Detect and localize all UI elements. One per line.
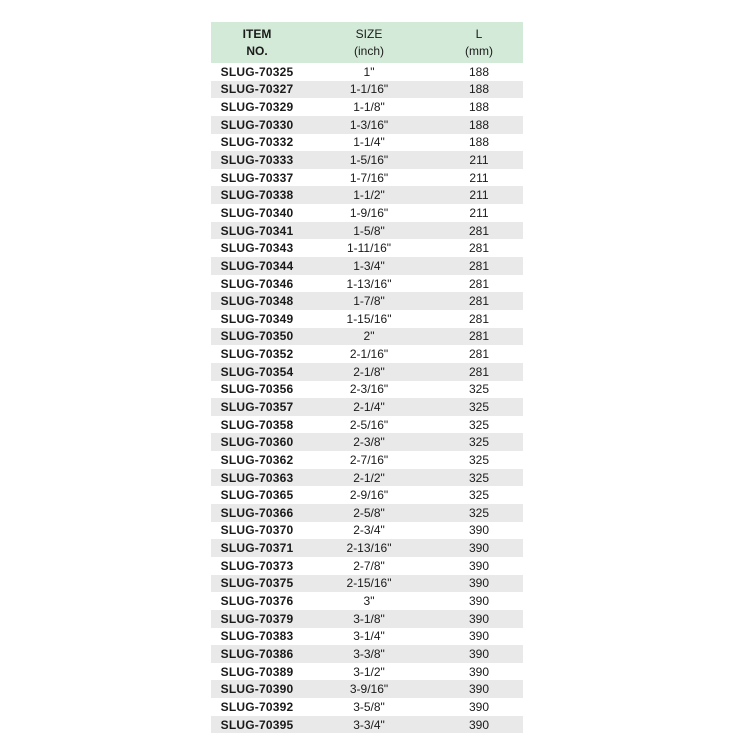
item-no-cell: SLUG-70363 — [220, 470, 294, 485]
table-body — [211, 63, 523, 733]
size-cell: 2-5/8" — [353, 505, 385, 520]
size-cell: 2-7/8" — [353, 558, 385, 573]
size-cell: 1-3/4" — [353, 258, 385, 273]
item-no-cell: SLUG-70365 — [220, 488, 294, 503]
length-cell: 390 — [468, 594, 490, 609]
header-item-no — [211, 22, 303, 63]
size-cell: 1-1/8" — [353, 100, 385, 115]
length-cell: 188 — [468, 82, 490, 97]
length-cell: 188 — [468, 117, 490, 132]
size-cell: 1-13/16" — [346, 276, 392, 291]
table-row — [211, 610, 523, 628]
size-cell: 2-13/16" — [346, 541, 392, 556]
item-no-cell: SLUG-70354 — [220, 364, 294, 379]
length-cell: 281 — [468, 276, 490, 291]
table-row — [211, 381, 523, 399]
length-cell: 390 — [468, 576, 490, 591]
item-no-cell: SLUG-70392 — [220, 699, 294, 714]
length-cell: 390 — [468, 717, 490, 732]
size-cell: 1-7/16" — [349, 170, 389, 185]
table-row — [211, 186, 523, 204]
size-cell: 2-3/8" — [353, 435, 385, 450]
length-cell: 211 — [469, 188, 489, 203]
table-row — [211, 239, 523, 257]
size-cell: 1-7/8" — [353, 294, 385, 309]
item-no-cell: SLUG-70341 — [220, 223, 294, 238]
item-no-cell: SLUG-70362 — [220, 452, 294, 467]
header-item-line2: NO. — [246, 43, 268, 58]
size-cell: 3-3/4" — [353, 717, 385, 732]
length-cell: 390 — [468, 611, 490, 626]
length-cell: 281 — [468, 347, 490, 362]
table-row — [211, 486, 523, 504]
size-cell: 3-1/8" — [353, 611, 385, 626]
item-no-cell: SLUG-70350 — [220, 329, 294, 344]
length-cell: 281 — [468, 364, 490, 379]
item-no-cell: SLUG-70376 — [220, 594, 294, 609]
item-no-cell: SLUG-70383 — [220, 629, 294, 644]
table-row — [211, 451, 523, 469]
length-cell: 325 — [468, 399, 490, 414]
item-no-cell: SLUG-70360 — [220, 435, 294, 450]
item-no-cell: SLUG-70348 — [220, 294, 294, 309]
length-cell: 390 — [468, 541, 490, 556]
table-row — [211, 504, 523, 522]
size-cell: 2-9/16" — [349, 488, 389, 503]
item-no-cell: SLUG-70337 — [220, 170, 294, 185]
table-row — [211, 575, 523, 593]
item-no-cell: SLUG-70373 — [220, 558, 294, 573]
size-cell: 2-3/16" — [349, 382, 389, 397]
table-row — [211, 151, 523, 169]
length-cell: 188 — [468, 100, 490, 115]
item-no-cell: SLUG-70340 — [220, 205, 294, 220]
length-cell: 211 — [469, 153, 489, 168]
table-row — [211, 204, 523, 222]
item-no-cell: SLUG-70325 — [220, 64, 294, 79]
length-cell: 281 — [468, 311, 490, 326]
size-cell: 3-5/8" — [353, 699, 385, 714]
table-row — [211, 628, 523, 646]
size-cell: 1-1/16" — [349, 82, 389, 97]
table-row — [211, 663, 523, 681]
header-length-line2: (mm) — [465, 43, 493, 58]
length-cell: 281 — [468, 241, 490, 256]
header-item-line1: ITEM — [242, 26, 272, 41]
header-length-line1: L — [475, 26, 483, 41]
table-row — [211, 433, 523, 451]
table-row — [211, 63, 523, 81]
size-cell: 1-1/2" — [353, 188, 385, 203]
size-cell: 3-1/4" — [353, 629, 385, 644]
table-row — [211, 398, 523, 416]
table-row — [211, 292, 523, 310]
length-cell: 188 — [468, 135, 490, 150]
item-no-cell: SLUG-70327 — [220, 82, 294, 97]
size-cell: 1-11/16" — [346, 241, 392, 256]
item-no-cell: SLUG-70357 — [220, 399, 294, 414]
item-no-cell: SLUG-70395 — [220, 717, 294, 732]
length-cell: 390 — [468, 699, 490, 714]
size-cell: 2-7/16" — [349, 452, 389, 467]
header-size — [303, 22, 435, 63]
length-cell: 325 — [468, 417, 490, 432]
item-no-cell: SLUG-70371 — [220, 541, 294, 556]
length-cell: 325 — [468, 382, 490, 397]
table-row — [211, 469, 523, 487]
table-row — [211, 98, 523, 116]
item-no-cell: SLUG-70370 — [220, 523, 294, 538]
size-cell: 1" — [363, 64, 375, 79]
table-row — [211, 522, 523, 540]
table-row — [211, 557, 523, 575]
header-size-line2: (inch) — [353, 43, 384, 58]
table-row — [211, 116, 523, 134]
size-cell: 3-1/2" — [353, 664, 385, 679]
item-no-cell: SLUG-70352 — [220, 347, 294, 362]
length-cell: 390 — [468, 558, 490, 573]
size-cell: 2-1/16" — [349, 347, 389, 362]
length-cell: 211 — [469, 170, 489, 185]
item-no-cell: SLUG-70344 — [220, 258, 294, 273]
size-cell: 2-1/4" — [353, 399, 385, 414]
length-cell: 390 — [468, 682, 490, 697]
size-cell: 1-9/16" — [349, 205, 389, 220]
length-cell: 325 — [468, 488, 490, 503]
table-header — [211, 22, 523, 63]
size-cell: 3-9/16" — [349, 682, 389, 697]
length-cell: 188 — [468, 64, 490, 79]
size-cell: 3-3/8" — [353, 646, 385, 661]
length-cell: 390 — [468, 629, 490, 644]
table-row — [211, 222, 523, 240]
length-cell: 325 — [468, 435, 490, 450]
table-row — [211, 345, 523, 363]
table-row — [211, 275, 523, 293]
item-no-cell: SLUG-70356 — [220, 382, 294, 397]
length-cell: 390 — [468, 664, 490, 679]
size-cell: 2-1/2" — [353, 470, 385, 485]
item-no-cell: SLUG-70390 — [220, 682, 294, 697]
spec-table — [211, 22, 523, 733]
table-row — [211, 416, 523, 434]
size-cell: 1-5/16" — [349, 153, 389, 168]
item-no-cell: SLUG-70338 — [220, 188, 294, 203]
size-cell: 2-1/8" — [353, 364, 385, 379]
item-no-cell: SLUG-70329 — [220, 100, 294, 115]
item-no-cell: SLUG-70333 — [220, 153, 294, 168]
size-cell: 1-3/16" — [349, 117, 389, 132]
item-no-cell: SLUG-70343 — [220, 241, 294, 256]
length-cell: 281 — [468, 223, 490, 238]
item-no-cell: SLUG-70349 — [220, 311, 294, 326]
length-cell: 390 — [468, 523, 490, 538]
item-no-cell: SLUG-70386 — [220, 646, 294, 661]
size-cell: 2-5/16" — [349, 417, 389, 432]
length-cell: 281 — [468, 258, 490, 273]
item-no-cell: SLUG-70330 — [220, 117, 294, 132]
item-no-cell: SLUG-70358 — [220, 417, 294, 432]
table-row — [211, 539, 523, 557]
table-row — [211, 257, 523, 275]
header-size-line1: SIZE — [355, 26, 383, 41]
size-cell: 1-15/16" — [346, 311, 392, 326]
table-row — [211, 81, 523, 99]
size-cell: 2" — [363, 329, 375, 344]
table-row — [211, 716, 523, 734]
size-cell: 1-1/4" — [353, 135, 385, 150]
table-row — [211, 310, 523, 328]
item-no-cell: SLUG-70379 — [220, 611, 294, 626]
table-row — [211, 698, 523, 716]
item-no-cell: SLUG-70366 — [220, 505, 294, 520]
size-cell: 2-15/16" — [346, 576, 392, 591]
item-no-cell: SLUG-70332 — [220, 135, 294, 150]
length-cell: 325 — [468, 470, 490, 485]
size-cell: 3" — [363, 594, 375, 609]
item-no-cell: SLUG-70346 — [220, 276, 294, 291]
size-cell: 2-3/4" — [353, 523, 385, 538]
table-row — [211, 363, 523, 381]
length-cell: 281 — [468, 294, 490, 309]
length-cell: 325 — [468, 505, 490, 520]
header-length — [435, 22, 523, 63]
table-row — [211, 680, 523, 698]
table-row — [211, 328, 523, 346]
table-row — [211, 592, 523, 610]
length-cell: 390 — [468, 646, 490, 661]
item-no-cell: SLUG-70375 — [220, 576, 294, 591]
length-cell: 325 — [468, 452, 490, 467]
table-row — [211, 169, 523, 187]
length-cell: 281 — [468, 329, 490, 344]
length-cell: 211 — [469, 205, 489, 220]
table-row — [211, 645, 523, 663]
table-row — [211, 134, 523, 152]
item-no-cell: SLUG-70389 — [220, 664, 294, 679]
size-cell: 1-5/8" — [353, 223, 385, 238]
